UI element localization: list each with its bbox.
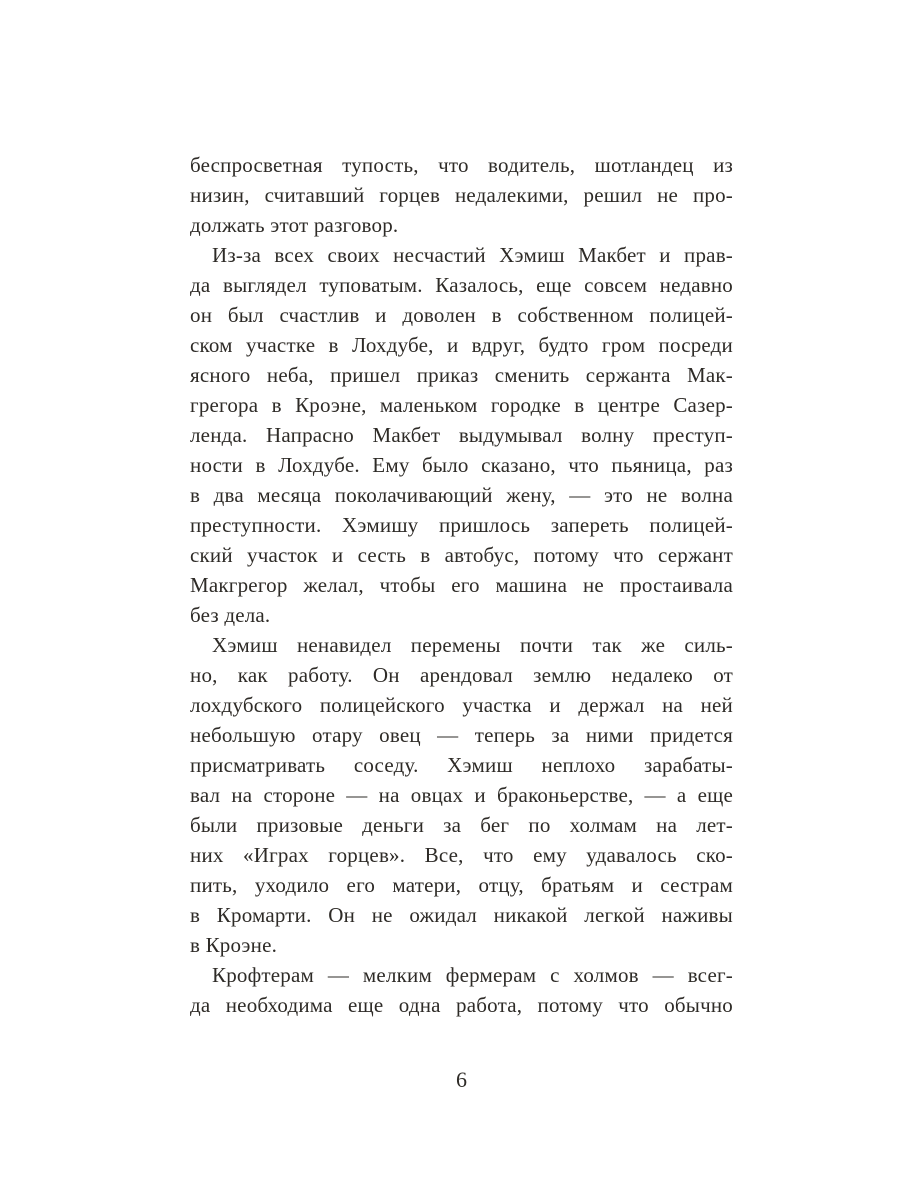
text-line: Хэмиш ненавидел перемены почти так же силь- [212, 633, 733, 657]
text-line: ясного неба, пришел приказ сменить сержанта Мак- [190, 363, 733, 387]
page-text [190, 150, 733, 1020]
text-line: них «Играх горцев». Все, что ему удавалось ско- [190, 843, 733, 867]
text-line: пить, уходило его матери, отцу, братьям и сестрам [190, 873, 733, 897]
text-line: преступности. Хэмишу пришлось запереть полицей- [190, 513, 733, 537]
text-line: Макгрегор желал, чтобы его машина не простаивала [190, 573, 733, 597]
text-line: без дела. [190, 603, 271, 627]
text-line: он был счастлив и доволен в собственном полицей- [190, 303, 733, 327]
text-line: ский участок и сесть в автобус, потому что сержант [190, 543, 733, 567]
text-line: в два месяца поколачивающий жену, — это не волна [190, 483, 733, 507]
text-line: лохдубского полицейского участка и держал на ней [190, 693, 733, 717]
text-line: Из-за всех своих несчастий Хэмиш Макбет и прав- [212, 243, 733, 267]
page-number: 6 [456, 1067, 467, 1092]
text-line: да выглядел туповатым. Казалось, еще совсем недавно [190, 273, 733, 297]
text-line: ском участке в Лохдубе, и вдруг, будто гром посреди [190, 333, 733, 357]
text-line: должать этот разговор. [190, 213, 399, 237]
text-line: были призовые деньги за бег по холмам на лет- [190, 813, 733, 837]
text-line: ности в Лохдубе. Ему было сказано, что пьяница, раз [190, 453, 733, 477]
text-line: в Кроэне. [190, 933, 278, 957]
text-line: беспросветная тупость, что водитель, шотландец из [190, 153, 733, 177]
text-line: присматривать соседу. Хэмиш неплохо зарабаты- [190, 753, 733, 777]
text-line: в Кромарти. Он не ожидал никакой легкой наживы [190, 903, 733, 927]
text-line: Крофтерам — мелким фермерам с холмов — всег- [212, 963, 733, 987]
text-line: вал на стороне — на овцах и браконьерстве, — а еще [190, 783, 733, 807]
text-line: ленда. Напрасно Макбет выдумывал волну преступ- [190, 423, 733, 447]
text-line: низин, считавший горцев недалекими, решил не про- [190, 183, 733, 207]
text-line: небольшую отару овец — теперь за ними придется [190, 723, 733, 747]
text-line: грегора в Кроэне, маленьком городке в центре Сазер- [190, 393, 733, 417]
text-line: но, как работу. Он арендовал землю недалеко от [190, 663, 733, 687]
text-line: да необходима еще одна работа, потому что обычно [190, 993, 733, 1017]
